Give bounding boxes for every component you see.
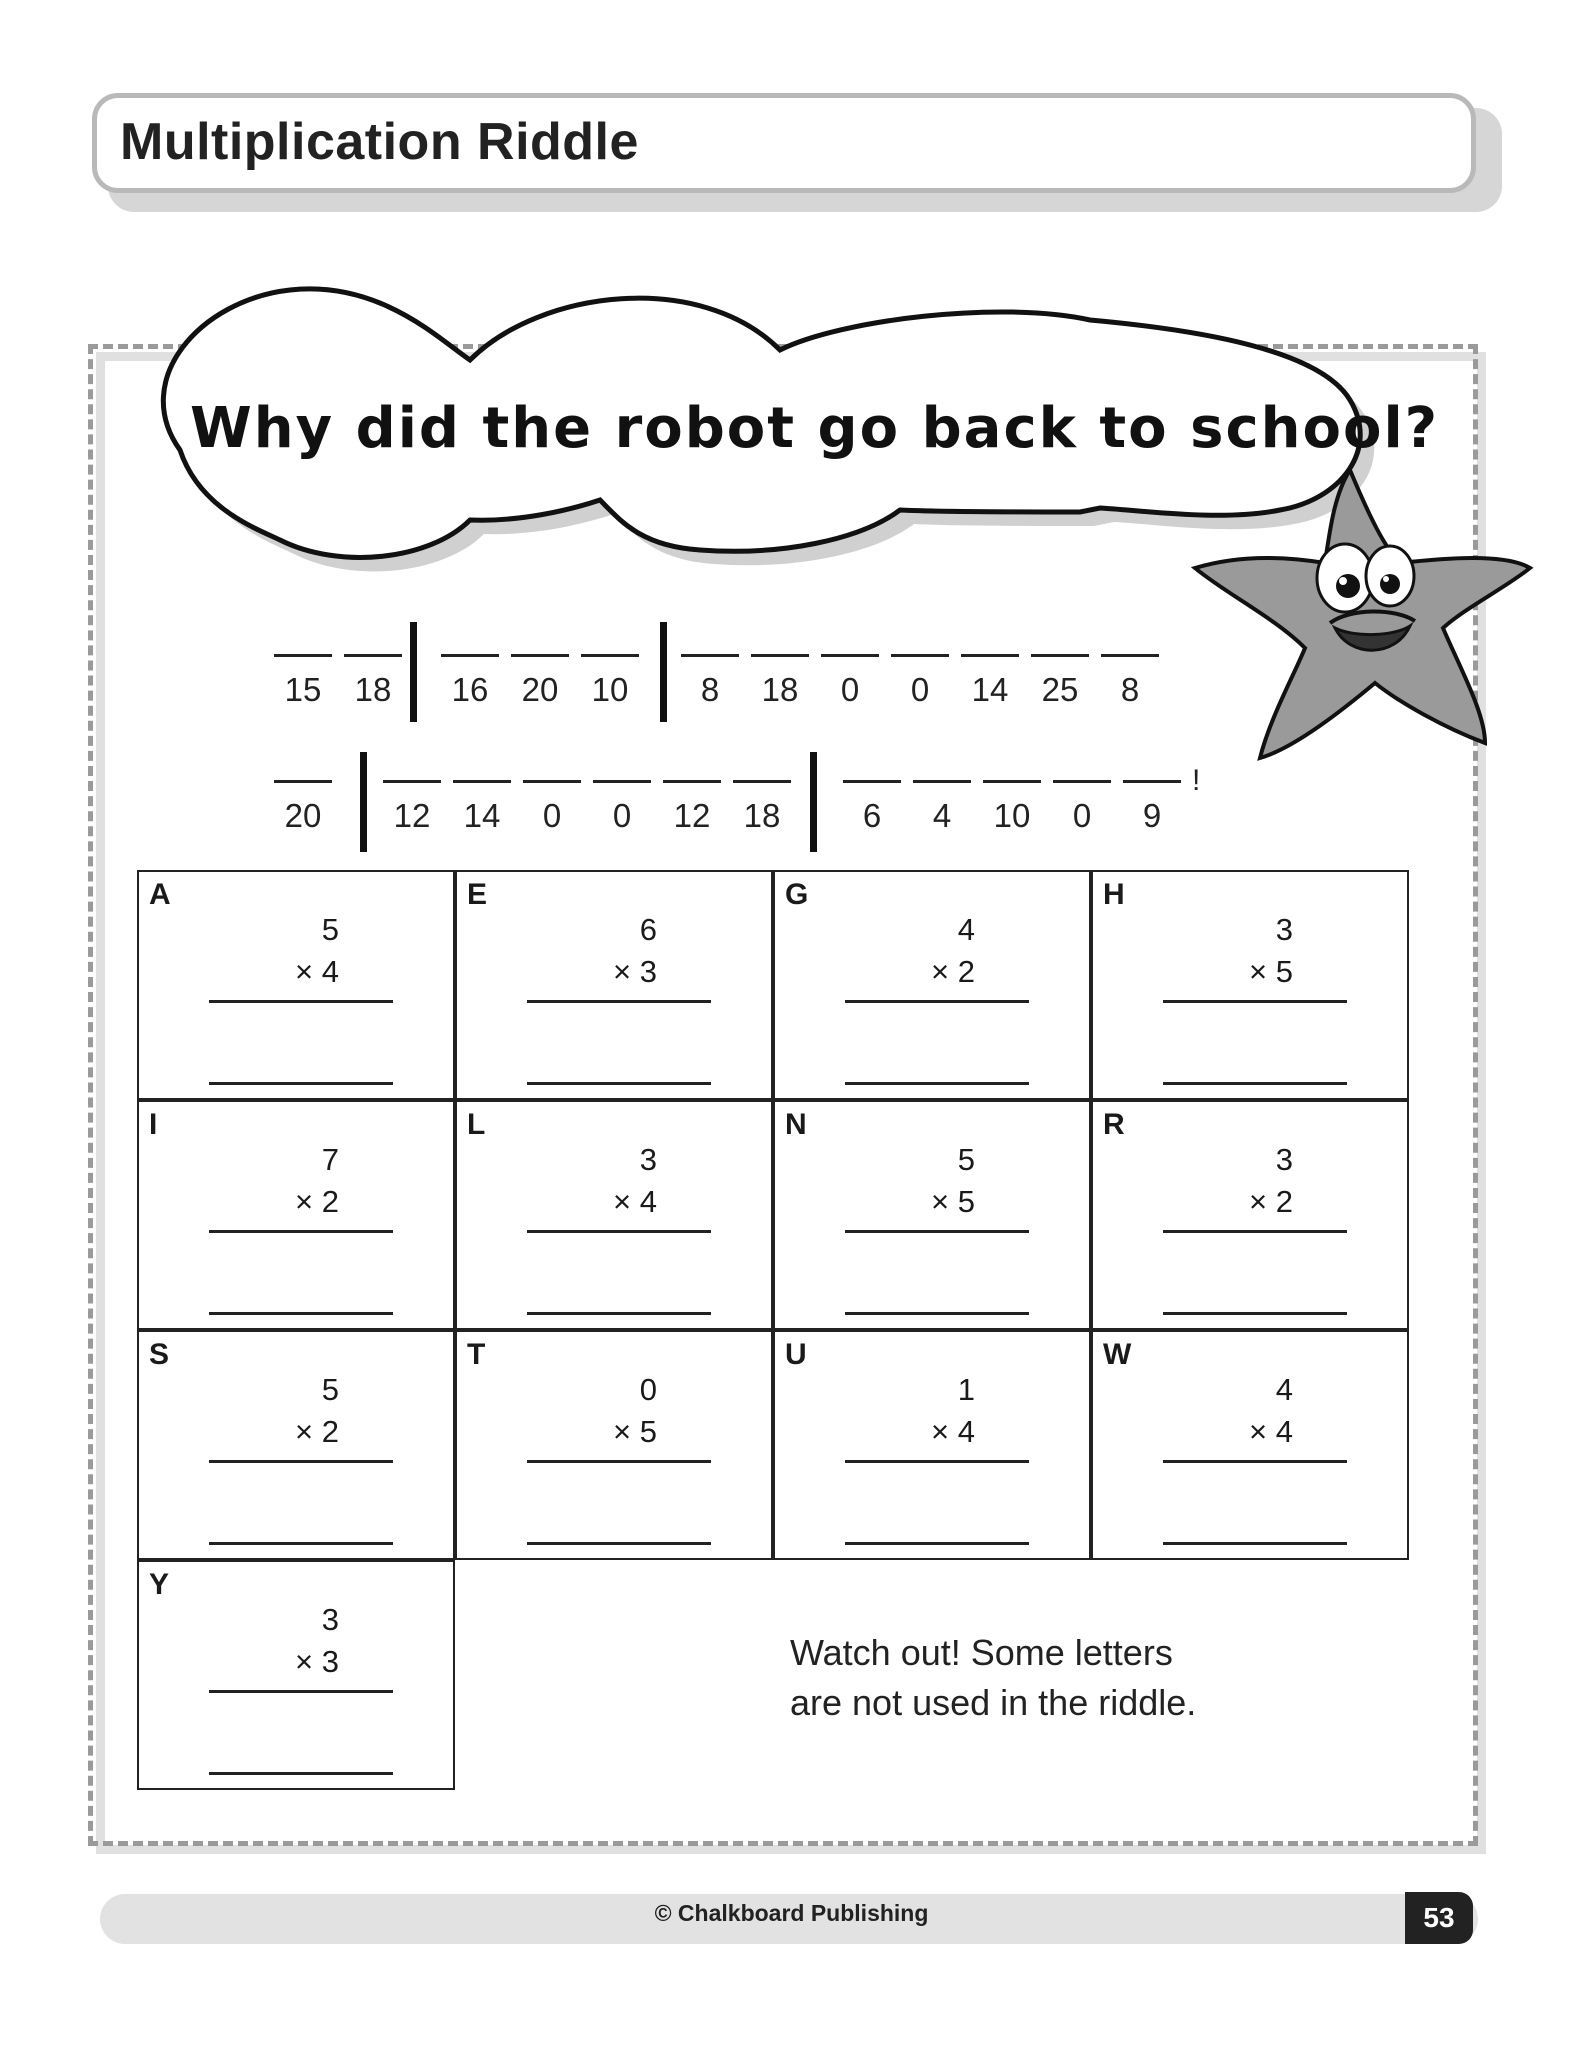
problem-top-number: 4 bbox=[957, 912, 975, 947]
sum-line bbox=[1163, 1230, 1347, 1233]
problem-top-number: 4 bbox=[1275, 1372, 1293, 1407]
answer-blank: 25 bbox=[1030, 654, 1090, 709]
problem-cell-a bbox=[137, 870, 455, 1100]
starfish-mascot-icon bbox=[1185, 458, 1545, 778]
answer-blank: 14 bbox=[452, 780, 512, 835]
problem-multiplier: × 5 bbox=[613, 1414, 657, 1449]
word-separator bbox=[410, 622, 417, 722]
problem-multiplier: × 4 bbox=[931, 1414, 975, 1449]
word-separator bbox=[810, 752, 817, 852]
answer-line bbox=[1163, 1542, 1347, 1545]
problem-multiplier: × 5 bbox=[1249, 954, 1293, 989]
problem-letter: L bbox=[467, 1108, 486, 1141]
problem-multiplier: × 2 bbox=[1249, 1184, 1293, 1219]
sum-line bbox=[845, 1000, 1029, 1003]
problem-multiplier: × 3 bbox=[295, 1644, 339, 1679]
problem-top-number: 3 bbox=[639, 1142, 657, 1177]
problem-top-number: 1 bbox=[957, 1372, 975, 1407]
problem-letter: H bbox=[1103, 878, 1125, 911]
problem-letter: I bbox=[149, 1108, 158, 1141]
note-line-2: are not used in the riddle. bbox=[790, 1682, 1197, 1723]
problem-cell-i bbox=[137, 1100, 455, 1330]
note-line-1: Watch out! Some letters bbox=[790, 1632, 1173, 1673]
answer-line bbox=[1163, 1082, 1347, 1085]
problem-multiplier: × 2 bbox=[931, 954, 975, 989]
problem-letter: S bbox=[149, 1338, 170, 1371]
problem-cell-l bbox=[455, 1100, 773, 1330]
problem-top-number: 5 bbox=[321, 1372, 339, 1407]
sum-line bbox=[209, 1690, 393, 1693]
problem-top-number: 7 bbox=[321, 1142, 339, 1177]
answer-blank: 10 bbox=[580, 654, 640, 709]
problem-letter: R bbox=[1103, 1108, 1125, 1141]
problem-top-number: 6 bbox=[639, 912, 657, 947]
answer-blank: 0 bbox=[1052, 780, 1112, 835]
answer-line bbox=[527, 1082, 711, 1085]
problem-letter: E bbox=[467, 878, 488, 911]
word-separator bbox=[660, 622, 667, 722]
answer-blank: 10 bbox=[982, 780, 1042, 835]
answer-blank: 18 bbox=[343, 654, 403, 709]
problem-top-number: 3 bbox=[1275, 912, 1293, 947]
sum-line bbox=[845, 1460, 1029, 1463]
answer-blank: 12 bbox=[662, 780, 722, 835]
problem-multiplier: × 3 bbox=[613, 954, 657, 989]
problem-letter: W bbox=[1103, 1338, 1132, 1371]
answer-blank: 18 bbox=[750, 654, 810, 709]
answer-blank: 0 bbox=[592, 780, 652, 835]
answer-line bbox=[527, 1312, 711, 1315]
problem-cell-s bbox=[137, 1330, 455, 1560]
word-separator bbox=[360, 752, 367, 852]
problem-cell-t bbox=[455, 1330, 773, 1560]
answer-blank: 0 bbox=[890, 654, 950, 709]
problem-letter: N bbox=[785, 1108, 807, 1141]
answer-line bbox=[209, 1772, 393, 1775]
answer-line bbox=[845, 1312, 1029, 1315]
answer-blank: 9 bbox=[1122, 780, 1182, 835]
answer-blank: 8 bbox=[680, 654, 740, 709]
answer-blank: 16 bbox=[440, 654, 500, 709]
problem-cell-y bbox=[137, 1560, 455, 1790]
sum-line bbox=[527, 1000, 711, 1003]
copyright-text: © Chalkboard Publishing bbox=[654, 1900, 929, 1926]
problem-multiplier: × 4 bbox=[613, 1184, 657, 1219]
answer-line bbox=[527, 1542, 711, 1545]
answer-blank: 14 bbox=[960, 654, 1020, 709]
problem-cell-h bbox=[1091, 870, 1409, 1100]
riddle-question: Why did the robot go back to school? bbox=[190, 396, 1440, 461]
answer-blank: 6 bbox=[842, 780, 902, 835]
answer-blank: 15 bbox=[273, 654, 333, 709]
sum-line bbox=[527, 1460, 711, 1463]
problem-top-number: 5 bbox=[321, 912, 339, 947]
sum-line bbox=[209, 1460, 393, 1463]
answer-line bbox=[845, 1082, 1029, 1085]
problem-letter: T bbox=[467, 1338, 486, 1371]
sum-line bbox=[845, 1230, 1029, 1233]
answer-line bbox=[209, 1542, 393, 1545]
problem-letter: U bbox=[785, 1338, 807, 1371]
answer-line bbox=[845, 1542, 1029, 1545]
problem-multiplier: × 4 bbox=[295, 954, 339, 989]
answer-blank: 20 bbox=[510, 654, 570, 709]
sum-line bbox=[527, 1230, 711, 1233]
answer-blank: 18 bbox=[732, 780, 792, 835]
sum-line bbox=[209, 1230, 393, 1233]
problem-top-number: 0 bbox=[639, 1372, 657, 1407]
sum-line bbox=[209, 1000, 393, 1003]
answer-line bbox=[209, 1312, 393, 1315]
problem-top-number: 3 bbox=[1275, 1142, 1293, 1177]
answer-line bbox=[1163, 1312, 1347, 1315]
problem-letter: Y bbox=[149, 1568, 170, 1601]
answer-blank: 4 bbox=[912, 780, 972, 835]
problem-cell-g bbox=[773, 870, 1091, 1100]
problem-multiplier: × 5 bbox=[931, 1184, 975, 1219]
problem-cell-u bbox=[773, 1330, 1091, 1560]
page-title: Multiplication Riddle bbox=[120, 113, 639, 171]
problem-cell-r bbox=[1091, 1100, 1409, 1330]
problem-multiplier: × 2 bbox=[295, 1414, 339, 1449]
problem-multiplier: × 4 bbox=[1249, 1414, 1293, 1449]
problem-top-number: 5 bbox=[957, 1142, 975, 1177]
sum-line bbox=[1163, 1460, 1347, 1463]
answer-blank: 0 bbox=[522, 780, 582, 835]
answer-blank: 20 bbox=[273, 780, 333, 835]
problem-letter: G bbox=[785, 878, 809, 911]
problem-cell-n bbox=[773, 1100, 1091, 1330]
instruction-note bbox=[790, 1628, 1196, 1728]
answer-blank: 8 bbox=[1100, 654, 1160, 709]
exclamation-mark: ! bbox=[1192, 764, 1201, 797]
problem-cell-e bbox=[455, 870, 773, 1100]
answer-blank: 0 bbox=[820, 654, 880, 709]
sum-line bbox=[1163, 1000, 1347, 1003]
answer-line bbox=[209, 1082, 393, 1085]
problem-multiplier: × 2 bbox=[295, 1184, 339, 1219]
page-number-badge: 53 bbox=[1405, 1892, 1473, 1944]
answer-blank: 12 bbox=[382, 780, 442, 835]
problem-cell-w bbox=[1091, 1330, 1409, 1560]
problem-top-number: 3 bbox=[321, 1602, 339, 1637]
problem-letter: A bbox=[149, 878, 171, 911]
